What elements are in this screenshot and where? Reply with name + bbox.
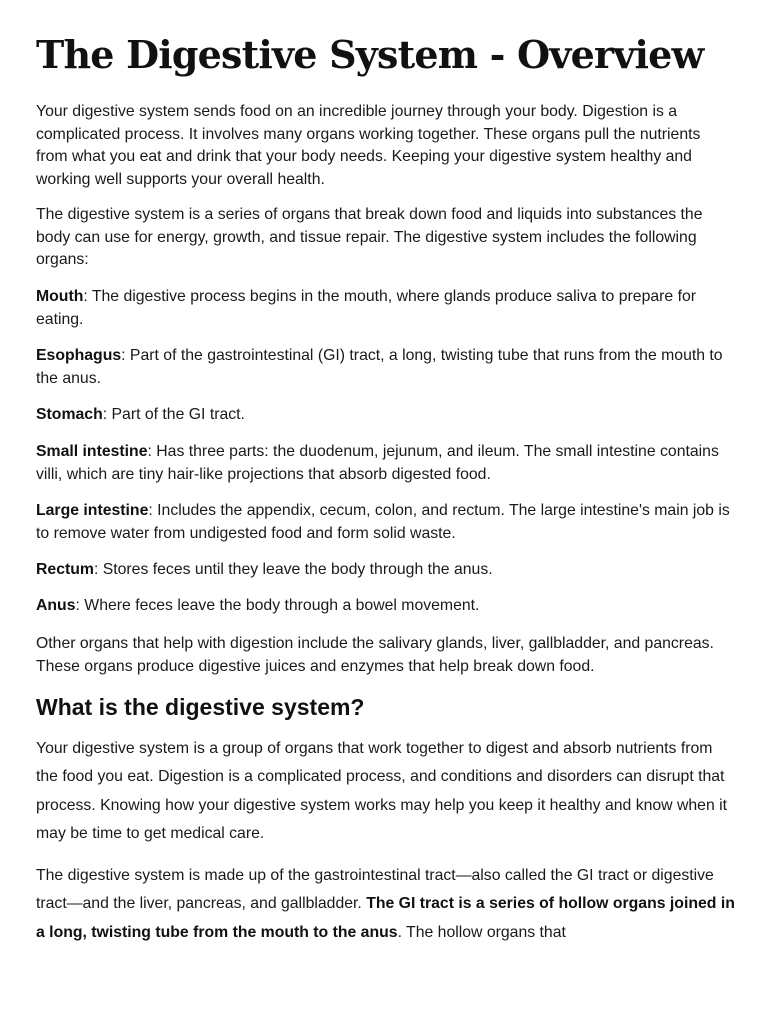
organ-item-mouth <box>36 286 736 331</box>
organ-item-stomach <box>36 404 736 427</box>
paragraph-text: The digestive system is made up of the gastrointestinal tract—also called the GI tract or digestive tract—and the liver, pancreas, and gallbladder. <box>36 867 714 913</box>
organ-description: : Includes the appendix, cecum, colon, and rectum. The large intestine's main job is to remove water from undigested food and form solid waste. <box>36 502 730 542</box>
page-title: The Digestive System - Overview <box>36 32 704 77</box>
organ-description: : Where feces leave the body through a bowel movement. <box>75 597 480 614</box>
organ-description: : Stores feces until they leave the body through the anus. <box>93 561 493 578</box>
paragraph-text-end: . The hollow organs that <box>397 923 566 941</box>
organ-term: Anus <box>36 597 76 614</box>
other-organs-paragraph: Other organs that help with digestion include the salivary glands, liver, gallbladder, and pancreas. These organs produce digestive juices and enzymes that help break down food. <box>36 635 714 675</box>
intro-paragraph-1: Your digestive system sends food on an incredible journey through your body. Digestion is a complicated process. It involves many organs working together. These organs pull the nutrients from what you eat and drink that your body needs. Keeping your digestive system healthy and working well supports your overall health. <box>36 103 701 188</box>
organ-term: Rectum <box>36 561 94 578</box>
organ-term: Large intestine <box>36 502 149 519</box>
intro-paragraph-2: The digestive system is a series of organs that break down food and liquids into substances the body can use for energy, growth, and tissue repair. The digestive system includes the following organs: <box>36 206 703 269</box>
organ-term: Small intestine <box>36 443 148 460</box>
organ-item-anus <box>36 595 736 618</box>
organ-term: Esophagus <box>36 347 122 364</box>
organ-description: : Part of the gastrointestinal (GI) tract, a long, twisting tube that runs from the mouth to the anus. <box>36 347 723 387</box>
organ-term: Mouth <box>36 288 84 305</box>
organ-item-small-intestine <box>36 441 736 486</box>
organ-item-large-intestine <box>36 500 736 545</box>
emphasized-text: The GI tract is a series of hollow organs joined in a long, twisting tube from the mouth to the anus <box>36 895 735 941</box>
organ-term: Stomach <box>36 406 103 423</box>
section-heading: What is the digestive system? <box>36 694 365 720</box>
organ-description: : Has three parts: the duodenum, jejunum, and ileum. The small intestine contains villi, which are tiny hair-like projections that absorb digested food. <box>36 443 719 483</box>
organ-description: : The digestive process begins in the mouth, where glands produce saliva to prepare for eating. <box>36 288 697 328</box>
organ-description: : Part of the GI tract. <box>102 406 245 423</box>
section-paragraph-2 <box>36 862 736 947</box>
section-paragraph-1: Your digestive system is a group of organs that work together to digest and absorb nutrients from the food you eat. Digestion is a complicated process, and conditions and disorders can disrupt that process. Knowing how your digestive system works may help you keep it healthy and know when it may be time to get medical care. <box>36 740 728 843</box>
organ-item-esophagus <box>36 345 736 390</box>
organ-item-rectum <box>36 559 736 582</box>
